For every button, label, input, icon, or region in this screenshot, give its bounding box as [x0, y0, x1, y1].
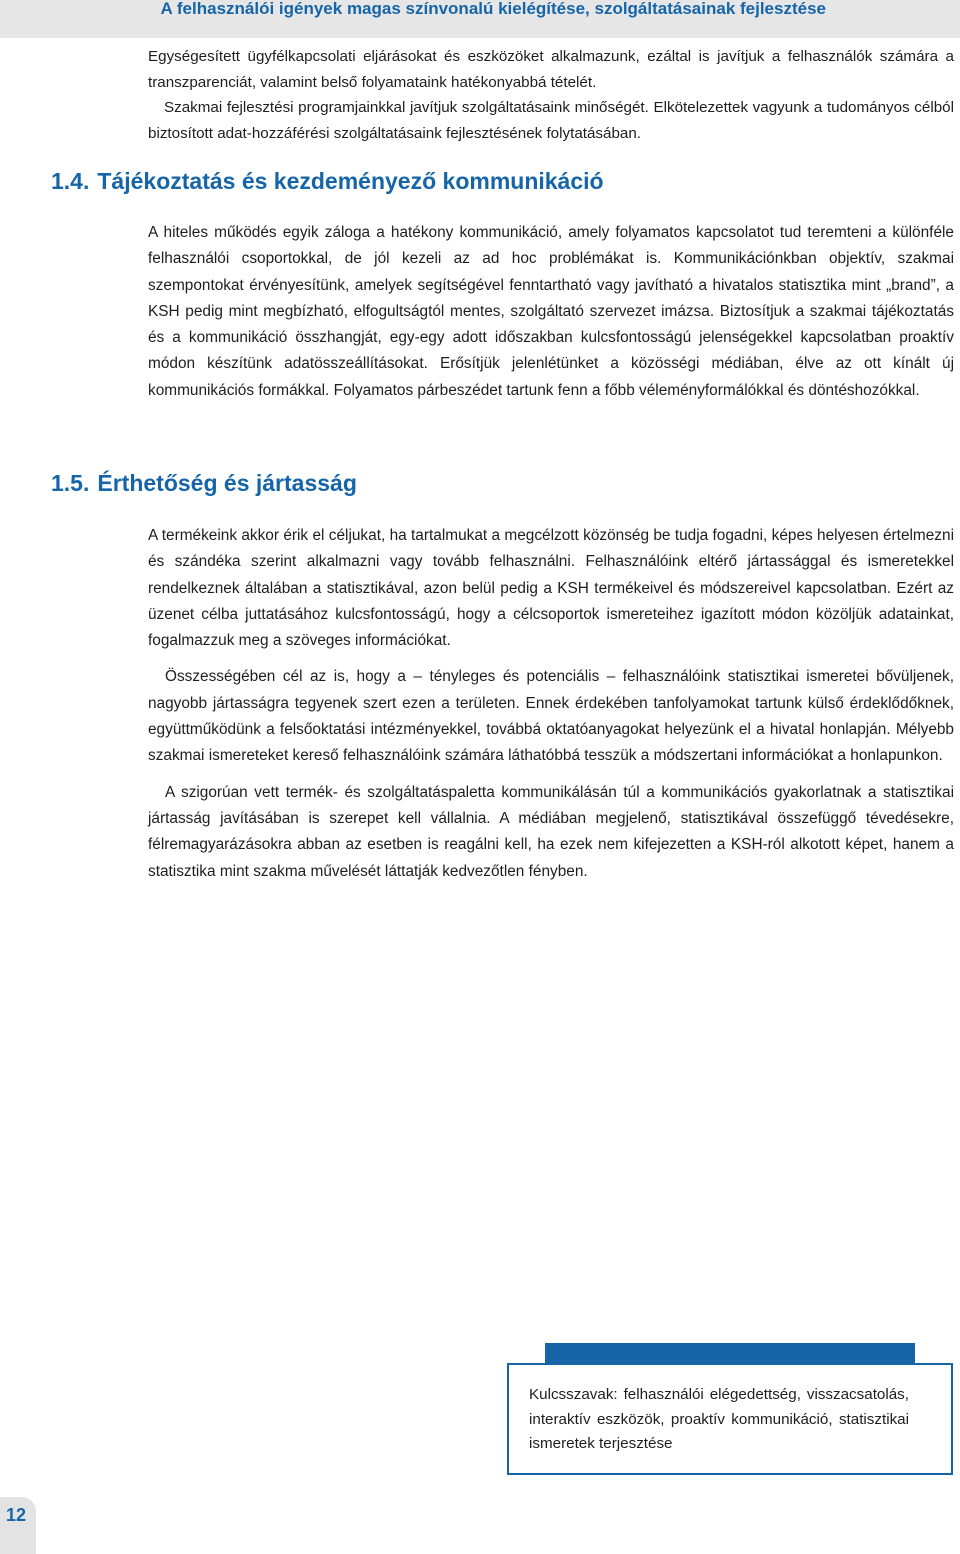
section-number: 1.4.	[51, 168, 90, 194]
section-title: Tájékoztatás és kezdeményező kommunikáció	[97, 168, 604, 194]
body-paragraph: A hiteles működés egyik záloga a hatékony kommunikáció, amely folyamatos kapcsolatot tud teremteni a különféle felhasználói csoportokkal, de jól kezeli az ad hoc problémákat is. Kommunikációnkban objektív, szakmai szempontokat érvényesítünk, amelyek segítségével fenntartható vagy javítható a hivatalos statisztika mint „brand”, a KSH pedig mint megbízható, elfogultságtól mentes, szolgáltató szervezet imázsa. Biztosítjuk a szakmai tájékoztatás és a kommunikáció összhangját, egy-egy adott időszakban kulcsfontosságú jelenségekkel kapcsolatban proaktív módon készítünk adatösszeállításokat. Erősítjük jelenlétünket a közösségi médiában, élve az ott kínált új kommunikációs formákkal. Folyamatos párbeszédet tartunk fenn a főbb véleményformálókkal és döntéshozókkal.	[148, 224, 954, 399]
body-paragraph: A szigorúan vett termék- és szolgáltatáspaletta kommunikálásán túl a kommunikációs gyakorlatnak a statisztikai jártasság javításában is szerepet kell vállalnia. A médiában megjelenő, statisztikával összefüggő tévedésekre, félremagyarázásokra abban az esetben is reagálni kell, ha ezek nem kifejezetten a KSH-ról alkotott képet, hanem a statisztika mint szakma művelését láttatják kedvezőtlen fényben.	[148, 783, 954, 880]
page-number: 12	[6, 1505, 27, 1525]
running-header	[0, 0, 960, 38]
section-number: 1.5.	[51, 470, 90, 496]
intro-text	[148, 44, 954, 146]
running-header-title: A felhasználói igények magas színvonalú kielégítése, szolgáltatásainak fejlesztése	[160, 0, 826, 18]
section-heading-1-5	[51, 470, 357, 497]
page-number-tab	[0, 1497, 36, 1554]
body-paragraph: A termékeink akkor érik el céljukat, ha tartalmukat a megcélzott közönség be tudja fogadni, képes helyesen értelmezni és szándéka szerint alkalmazni vagy tovább felhasználni. Felhasználóink eltérő jártassággal és ismeretekkel rendelkeznek általában a statisztikával, azon belül pedig a KSH termékeivel és módszereivel kapcsolatban. Ezért az üzenet célba juttatásához kulcsfontosságú, hogy a célcsoportok ismereteihez igazított módon közöljük adatainkat, fogalmazzuk meg a szöveges információkat.	[148, 527, 954, 650]
section-heading-1-4	[51, 168, 604, 195]
intro-paragraph: Szakmai fejlesztési programjainkkal javítjuk szolgáltatásaink minőségét. Elkötelezettek vagyunk a tudományos célból biztosított adat-hozzáférési szolgáltatásaink fejlesztésének folytatásában.	[148, 99, 954, 142]
section-title: Érthetőség és jártasság	[97, 470, 357, 496]
keywords-box-tab	[545, 1343, 915, 1363]
keywords-box	[507, 1363, 953, 1475]
section-body-1-4	[148, 220, 954, 404]
keywords-text: Kulcsszavak: felhasználói elégedettség, visszacsatolás, interaktív eszközök, proaktív kommunikáció, statisztikai ismeretek terjesztése	[529, 1386, 909, 1452]
intro-paragraph: Egységesített ügyfélkapcsolati eljárásokat és eszközöket alkalmazunk, ezáltal is javítjuk a felhasználók számára a transzparenciát, valamint belső folyamataink hatékonyabbá tételét.	[148, 48, 954, 91]
section-body-1-5	[148, 523, 954, 885]
body-paragraph: Összességében cél az is, hogy a – tényleges és potenciális – felhasználóink statisztikai ismeretei bővüljenek, nagyobb jártasságra tegyenek szert ezen a területen. Ennek érdekében tanfolyamokat tartunk külső érdeklődőknek, együttműködünk a felsőoktatási intézményekkel, továbbá oktatóanyagokat helyezünk el a hivatal honlapján. Mélyebb szakmai ismereteket kereső felhasználóink számára láthatóbbá tesszük a módszertani információkat a honlapunkon.	[148, 668, 954, 765]
